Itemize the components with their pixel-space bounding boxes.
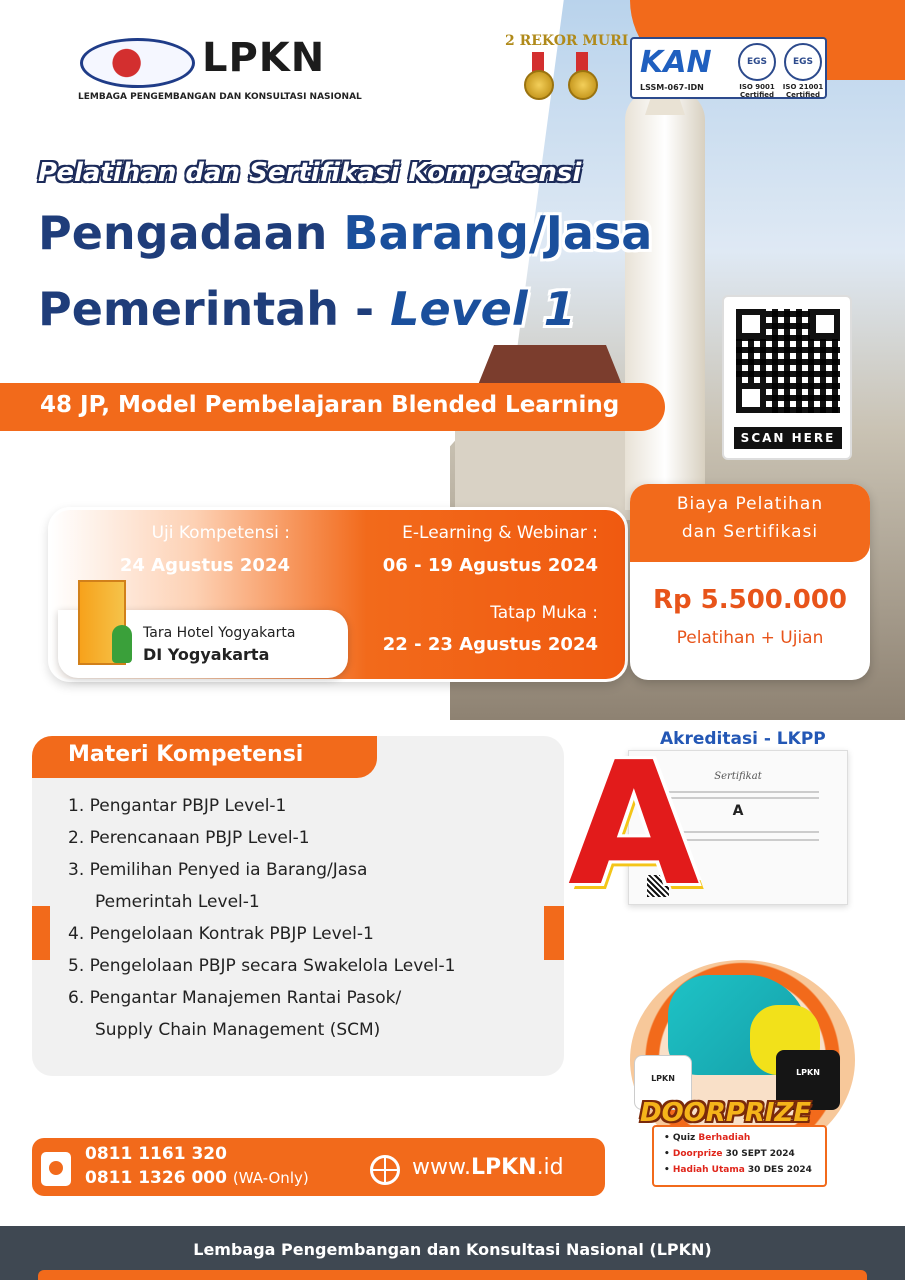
gold-medal-icon xyxy=(568,70,598,100)
materi-item: 6. Pengantar Manajemen Rantai Pasok/ xyxy=(68,988,402,1008)
price-amount: Rp 5.500.000 xyxy=(652,585,848,615)
lpkn-logo-icon xyxy=(80,38,195,88)
doorprize-title: DOORPRIZE xyxy=(640,1098,812,1128)
website-tld: .id xyxy=(536,1155,564,1180)
kan-logo: KAN xyxy=(640,45,712,80)
egs-iso9001-icon: EGS xyxy=(738,43,776,81)
kan-certification-badge xyxy=(630,37,827,99)
doorprize-quiz: • Quiz Berhadiah xyxy=(664,1133,751,1143)
iso9001-label: ISO 9001 Certified xyxy=(739,83,775,99)
tatap-muka-date: 22 - 23 Agustus 2024 xyxy=(382,634,598,655)
tree-icon xyxy=(112,625,132,663)
footer-accent-strip xyxy=(38,1270,867,1280)
uji-kompetensi-date: 24 Agustus 2024 xyxy=(119,555,290,576)
contact-card-icon xyxy=(41,1152,71,1186)
materi-item: 5. Pengelolaan PBJP secara Swakelola Level-1 xyxy=(68,956,456,976)
egs-iso21001-icon: EGS xyxy=(784,43,822,81)
title-word-barang-jasa: Barang/Jasa xyxy=(343,206,653,260)
quiz-highlight: Berhadiah xyxy=(698,1133,751,1143)
uji-kompetensi-label: Uji Kompetensi : xyxy=(151,523,290,543)
footer-text: Lembaga Pengembangan dan Konsultasi Nasional (LPKN) xyxy=(193,1240,712,1259)
main-prize-date-text: 30 DES 2024 xyxy=(744,1165,812,1175)
title-word-pemerintah: Pemerintah - xyxy=(38,282,375,336)
doorprize-date-text: 30 SEPT 2024 xyxy=(722,1149,795,1159)
materi-item: 3. Pemilihan Penyed ia Barang/Jasa xyxy=(68,860,368,880)
materi-item-continuation: Pemerintah Level-1 xyxy=(95,892,260,912)
shirt-logo-text: LPKN xyxy=(796,1068,820,1077)
certificate-grade: A xyxy=(732,803,744,819)
qr-finder xyxy=(810,309,840,339)
venue-hotel: Tara Hotel Yogyakarta xyxy=(143,625,296,641)
doorprize-info xyxy=(652,1125,827,1187)
brand-name: LPKN xyxy=(202,35,326,81)
elearning-label: E-Learning & Webinar : xyxy=(402,523,598,543)
program-title-line1 xyxy=(38,206,652,260)
jp-banner-text: 48 JP, Model Pembelajaran Blended Learning xyxy=(40,392,620,418)
website-prefix: www. xyxy=(412,1155,471,1180)
phone-number-1[interactable]: 0811 1161 320 xyxy=(85,1144,227,1164)
materi-title: Materi Kompetensi xyxy=(68,742,304,767)
doorprize-date: • Doorprize 30 SEPT 2024 xyxy=(664,1149,795,1159)
phone-number-2-value: 0811 1326 000 xyxy=(85,1168,227,1188)
muri-record-label: 2 REKOR MURI xyxy=(505,33,629,49)
tugu-monument xyxy=(625,90,705,510)
materi-item-continuation: Supply Chain Management (SCM) xyxy=(95,1020,381,1040)
title-level: Level 1 xyxy=(390,282,576,336)
program-subtitle: Pelatihan dan Sertifikasi Kompetensi xyxy=(38,158,582,188)
globe-icon xyxy=(370,1155,400,1185)
quiz-text: Quiz xyxy=(672,1133,699,1143)
accreditation-grade: A xyxy=(568,726,700,924)
accreditation-title: Akreditasi - LKPP xyxy=(660,729,826,749)
accent-bar xyxy=(32,906,50,960)
price-note: Pelatihan + Ujian xyxy=(676,628,824,648)
gold-medal-icon xyxy=(524,70,554,100)
medal-ribbon-icon xyxy=(532,52,544,72)
qr-finder xyxy=(736,383,766,413)
medal-ribbon-icon xyxy=(576,52,588,72)
website-domain: LPKN xyxy=(470,1155,537,1180)
materi-item: 4. Pengelolaan Kontrak PBJP Level-1 xyxy=(68,924,374,944)
main-prize-highlight: Hadiah Utama xyxy=(672,1165,745,1175)
materi-item: 1. Pengantar PBJP Level-1 xyxy=(68,796,287,816)
elearning-date: 06 - 19 Agustus 2024 xyxy=(382,555,598,576)
price-title-line2: dan Sertifikasi xyxy=(681,522,819,542)
iso21001-label: ISO 21001 Certified xyxy=(782,83,824,99)
tatap-muka-label: Tatap Muka : xyxy=(490,603,598,623)
registration-qr-code[interactable] xyxy=(722,295,852,460)
kan-code: LSSM-067-IDN xyxy=(640,83,704,92)
website-link[interactable] xyxy=(412,1155,564,1180)
accent-bar xyxy=(544,906,564,960)
price-title-line1: Biaya Pelatihan xyxy=(676,494,824,514)
shirt-logo-text: LPKN xyxy=(651,1074,675,1083)
phone-number-2[interactable] xyxy=(85,1168,309,1188)
scan-here-label: SCAN HERE xyxy=(734,427,842,449)
qr-finder xyxy=(736,309,766,339)
brand-tagline: LEMBAGA PENGEMBANGAN DAN KONSULTASI NASIONAL xyxy=(78,92,362,102)
venue-city: DI Yogyakarta xyxy=(143,645,270,664)
doorprize-highlight: Doorprize xyxy=(672,1149,723,1159)
whatsapp-note: (WA-Only) xyxy=(232,1169,309,1187)
main-prize-date: • Hadiah Utama 30 DES 2024 xyxy=(664,1165,812,1175)
title-word-pengadaan: Pengadaan xyxy=(38,206,328,260)
materi-item: 2. Perencanaan PBJP Level-1 xyxy=(68,828,310,848)
certificate-title: Sertifikat xyxy=(714,771,762,782)
program-title-line2 xyxy=(38,282,576,336)
